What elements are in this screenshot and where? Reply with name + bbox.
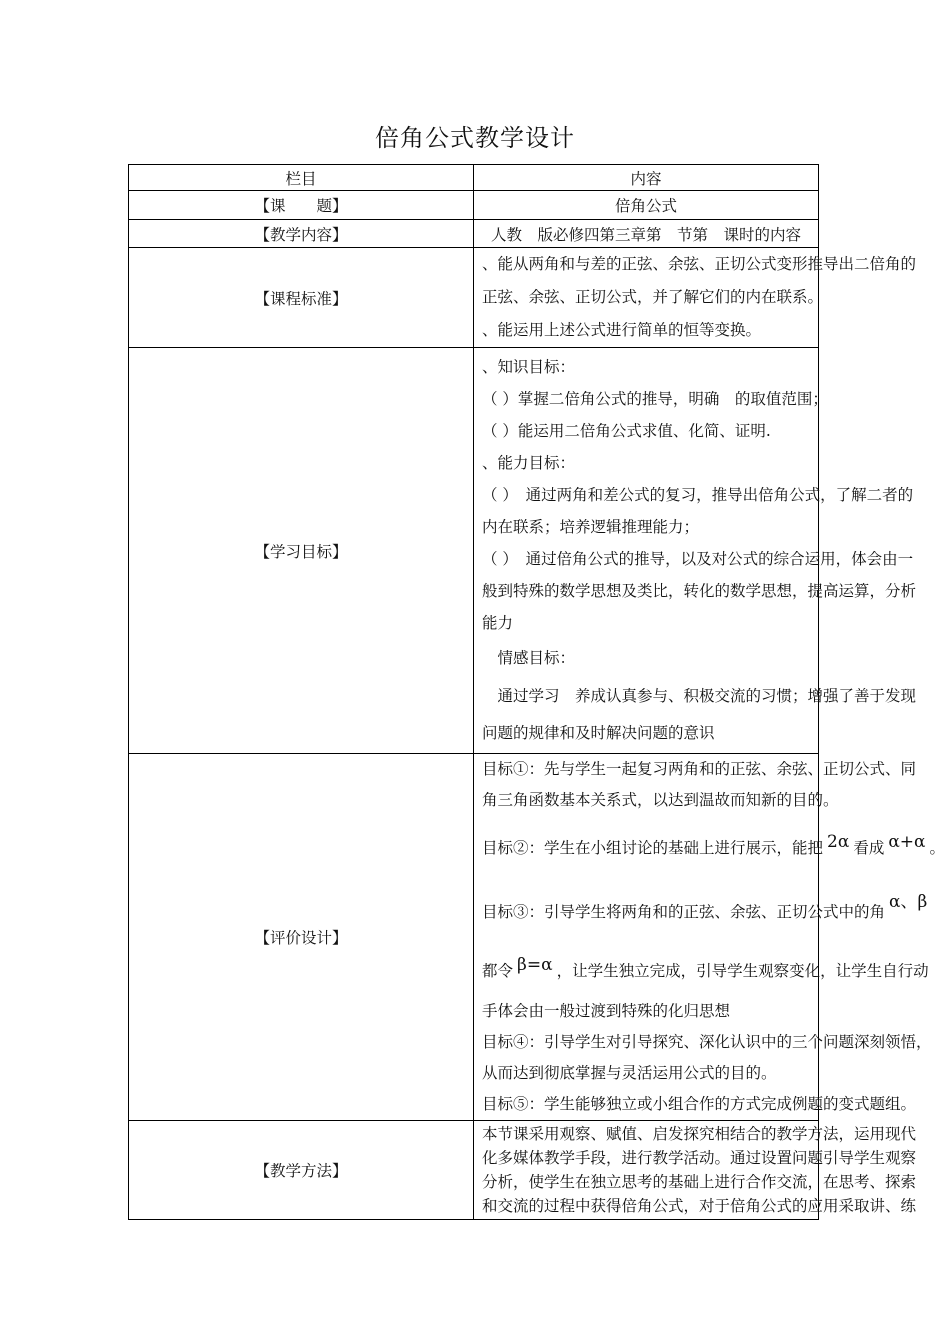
table-header-row [129, 165, 819, 191]
text-line: 本节课采用观察、赋值、启发探究相结合的教学方法，运用现代 [482, 1125, 917, 1143]
text-line: 化多媒体教学手段，进行教学活动。通过设置问题引导学生观察 [482, 1149, 917, 1167]
text-line: 、能从两角和与差的正弦、余弦、正切公式变形推导出二倍角的 [482, 255, 917, 273]
content-learning-goals [474, 348, 917, 754]
text-line: 般到特殊的数学思想及类比，转化的数学思想，提高运算，分析 [482, 581, 917, 600]
label-topic: 【课 题】 [129, 191, 474, 220]
goal3-text-c: ，让学生独立完成，引导学生观察变化，让学生自行动 [556, 962, 929, 980]
row-teaching-content [129, 220, 819, 248]
content-teaching-content: 人教 版必修四第三章第 节第 课时的内容 [474, 220, 819, 248]
text-line: 能力 [482, 613, 514, 632]
text-line: 手体会由一般过渡到特殊的化归思想 [482, 1002, 731, 1020]
text-line: （ ） 通过倍角公式的推导，以及对公式的综合运用，体会由一 [482, 549, 914, 568]
row-topic [129, 191, 819, 220]
text-line: （ ）能运用二倍角公式求值、化简、证明. [482, 421, 771, 440]
content-evaluation-design [474, 754, 946, 1121]
goal3-text-a: 目标③：引导学生将两角和的正弦、余弦、正切公式中的角 [482, 903, 886, 921]
text-line: 角三角函数基本关系式，以达到温故而知新的目的。 [482, 791, 839, 809]
text-line: 和交流的过程中获得倍角公式，对于倍角公式的应用采取讲、练 [482, 1197, 917, 1215]
goal2-text-a: 目标②：学生在小组讨论的基础上进行展示，能把 [482, 839, 824, 857]
text-line: 正弦、余弦、正切公式，并了解它们的内在联系。 [482, 288, 824, 306]
row-learning-goals [129, 348, 819, 754]
content-topic: 倍角公式 [474, 191, 819, 220]
label-learning-goals: 【学习目标】 [129, 348, 474, 754]
content-curriculum-standard [474, 248, 917, 348]
label-teaching-method: 【教学方法】 [129, 1121, 474, 1220]
text-line: 、能运用上述公式进行简单的恒等变换。 [482, 321, 762, 339]
text-line: 、能力目标： [482, 453, 576, 472]
goal3-line [482, 874, 928, 940]
text-line: （ ）掌握二倍角公式的推导，明确 的取值范围； [482, 389, 828, 408]
goal2-line [482, 816, 946, 874]
row-curriculum-standard [129, 248, 819, 348]
text-line: 目标④：引导学生对引导探究、深化认识中的三个问题深刻领悟， [482, 1033, 932, 1051]
text-line: 目标⑤：学生能够独立或小组合作的方式完成例题的变式题组。 [482, 1095, 917, 1113]
row-evaluation-design [129, 754, 819, 1121]
text-line: 通过学习 养成认真参与、积极交流的习惯；增强了善于发现 [482, 686, 917, 705]
content-teaching-method [474, 1121, 917, 1220]
label-curriculum-standard: 【课程标准】 [129, 248, 474, 348]
text-line: 内在联系；培养逻辑推理能力； [482, 517, 700, 536]
goal3-line2 [482, 940, 929, 996]
label-teaching-content: 【教学内容】 [129, 220, 474, 248]
text-line: （ ） 通过两角和差公式的复习，推导出倍角公式，了解二者的 [482, 485, 914, 504]
text-line: 、知识目标： [482, 357, 576, 376]
lesson-plan-table [128, 164, 946, 1220]
label-evaluation-design: 【评价设计】 [129, 754, 474, 1121]
math-expression: α、β [889, 892, 928, 912]
page-title: 倍角公式教学设计 [375, 124, 575, 152]
header-col-content: 内容 [474, 165, 819, 191]
text-line: 从而达到彻底掌握与灵活运用公式的目的。 [482, 1064, 777, 1082]
math-expression: β=α [517, 955, 553, 975]
math-expression: α+α [888, 832, 926, 852]
row-teaching-method [129, 1121, 819, 1220]
math-expression: 2α [827, 832, 850, 852]
goal2-text-c: 。 [929, 839, 946, 857]
text-line: 情感目标： [482, 648, 576, 667]
text-line: 问题的规律和及时解决问题的意识 [482, 723, 715, 742]
text-line: 目标①：先与学生一起复习两角和的正弦、余弦、正切公式、同 [482, 760, 917, 778]
header-col-section: 栏目 [129, 165, 474, 191]
text-line: 分析，使学生在独立思考的基础上进行合作交流，在思考、探索 [482, 1173, 917, 1191]
goal3-text-b: 都令 [482, 962, 514, 980]
goal2-text-b: 看成 [853, 839, 885, 857]
